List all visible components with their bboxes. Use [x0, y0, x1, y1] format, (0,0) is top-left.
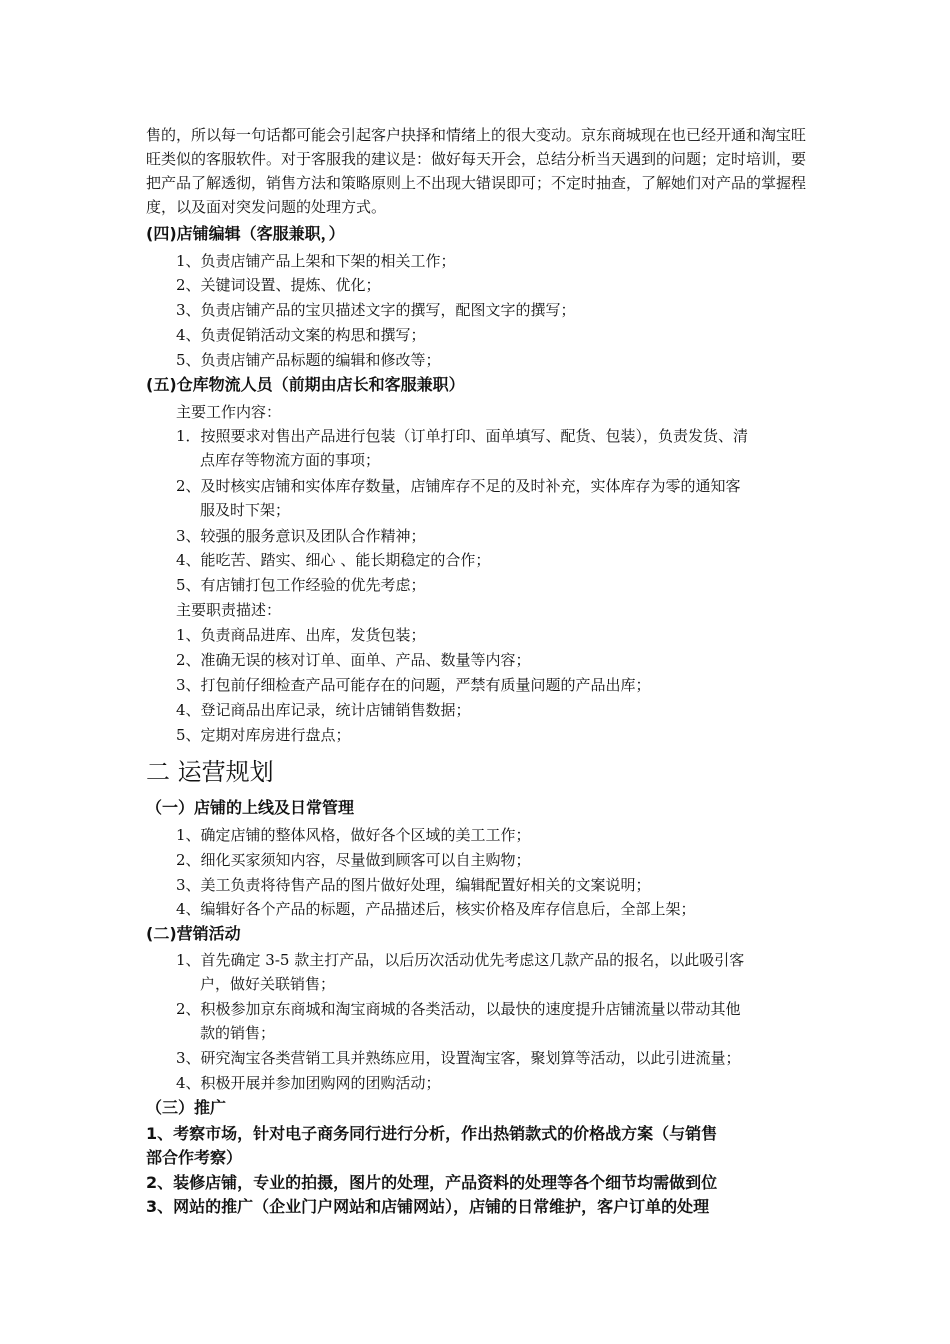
list-item: 3、负责店铺产品的宝贝描述文字的撰写，配图文字的撰写； [176, 301, 576, 319]
section-a-title: （一）店铺的上线及日常管理 [146, 798, 355, 817]
section4-title: (四)店铺编辑（客服兼职，） [146, 224, 345, 243]
list-item: 2、准确无误的核对订单、面单、产品、数量等内容； [176, 651, 531, 669]
promo-item: 1、考察市场，针对电子商务同行进行分析，作出热销款式的价格战方案（与销售 [146, 1124, 718, 1143]
list-item: 1、负责店铺产品上架和下架的相关工作； [176, 252, 456, 270]
section-b-title: (二)营销活动 [146, 924, 241, 943]
list-item: 2、细化买家须知内容，尽量做到顾客可以自主购物； [176, 851, 531, 869]
promo-item: 3、网站的推广（企业门户网站和店铺网站），店铺的日常维护，客户订单的处理 [146, 1197, 710, 1216]
intro-paragraph: 售的，所以每一句话都可能会引起客户抉择和情绪上的很大变动。京东商城现在也已经开通和淘宝旺旺类似的客服软件。对于客服我的建议是：做好每天开会，总结分析当天遇到的问题；定时培训，要把产品了解透彻，销售方法和策略原则上不出现大错误即可；不定时抽查，了解她们对产品的掌握程度，以及面对突发问题的处理方式。 [146, 126, 807, 216]
list-item: 2、积极参加京东商城和淘宝商城的各类活动，以最快的速度提升店铺流量以带动其他 [176, 1000, 741, 1018]
list-item-continued: 服及时下架； [200, 501, 291, 519]
list-item: 4、能吃苦、踏实、细心 、能长期稳定的合作； [176, 551, 491, 569]
list-item: 2、及时核实店铺和实体库存数量，店铺库存不足的及时补充，实体库存为零的通知客 [176, 477, 741, 495]
content-label: 主要工作内容： [176, 403, 282, 421]
list-item: 1、首先确定 3-5 款主打产品，以后历次活动优先考虑这几款产品的报名，以此吸引客 [176, 951, 745, 969]
list-item: 5、有店铺打包工作经验的优先考虑； [176, 576, 426, 594]
list-item: 5、负责店铺产品标题的编辑和修改等； [176, 351, 441, 369]
list-item-continued: 款的销售； [200, 1024, 276, 1042]
chapter2-title: 二 运营规划 [146, 758, 274, 786]
list-item: 3、研究淘宝各类营销工具并熟练应用，设置淘宝客，聚划算等活动，以此引进流量； [176, 1049, 741, 1067]
list-item: 3、较强的服务意识及团队合作精神； [176, 527, 426, 545]
list-item: 1、确定店铺的整体风格，做好各个区域的美工工作； [176, 826, 531, 844]
list-item: 4、编辑好各个产品的标题，产品描述后，核实价格及库存信息后，全部上架； [176, 900, 696, 918]
list-item: 1．按照要求对售出产品进行包装（订单打印、面单填写、配货、包装），负责发货、清 [176, 427, 749, 445]
list-item: 4、积极开展并参加团购网的团购活动； [176, 1074, 441, 1092]
list-item: 4、登记商品出库记录，统计店铺销售数据； [176, 701, 471, 719]
list-item-continued: 户，做好关联销售； [200, 975, 336, 993]
list-item-continued: 点库存等物流方面的事项； [200, 451, 381, 469]
promo-item: 2、装修店铺，专业的拍摄，图片的处理，产品资料的处理等各个细节均需做到位 [146, 1173, 718, 1192]
promo-item-continued: 部合作考察） [146, 1148, 243, 1167]
list-item: 1、负责商品进库、出库，发货包装； [176, 626, 426, 644]
list-item: 2、关键词设置、提炼、优化； [176, 276, 381, 294]
list-item: 3、美工负责将待售产品的图片做好处理，编辑配置好相关的文案说明； [176, 876, 651, 894]
list-item: 3、打包前仔细检查产品可能存在的问题，严禁有质量问题的产品出库； [176, 676, 651, 694]
section-c-title: （三）推广 [146, 1098, 227, 1117]
list-item: 4、负责促销活动文案的构思和撰写； [176, 326, 426, 344]
duty-label: 主要职责描述： [176, 601, 282, 619]
list-item: 5、定期对库房进行盘点； [176, 726, 351, 744]
section5-title: (五)仓库物流人员（前期由店长和客服兼职） [146, 375, 465, 394]
